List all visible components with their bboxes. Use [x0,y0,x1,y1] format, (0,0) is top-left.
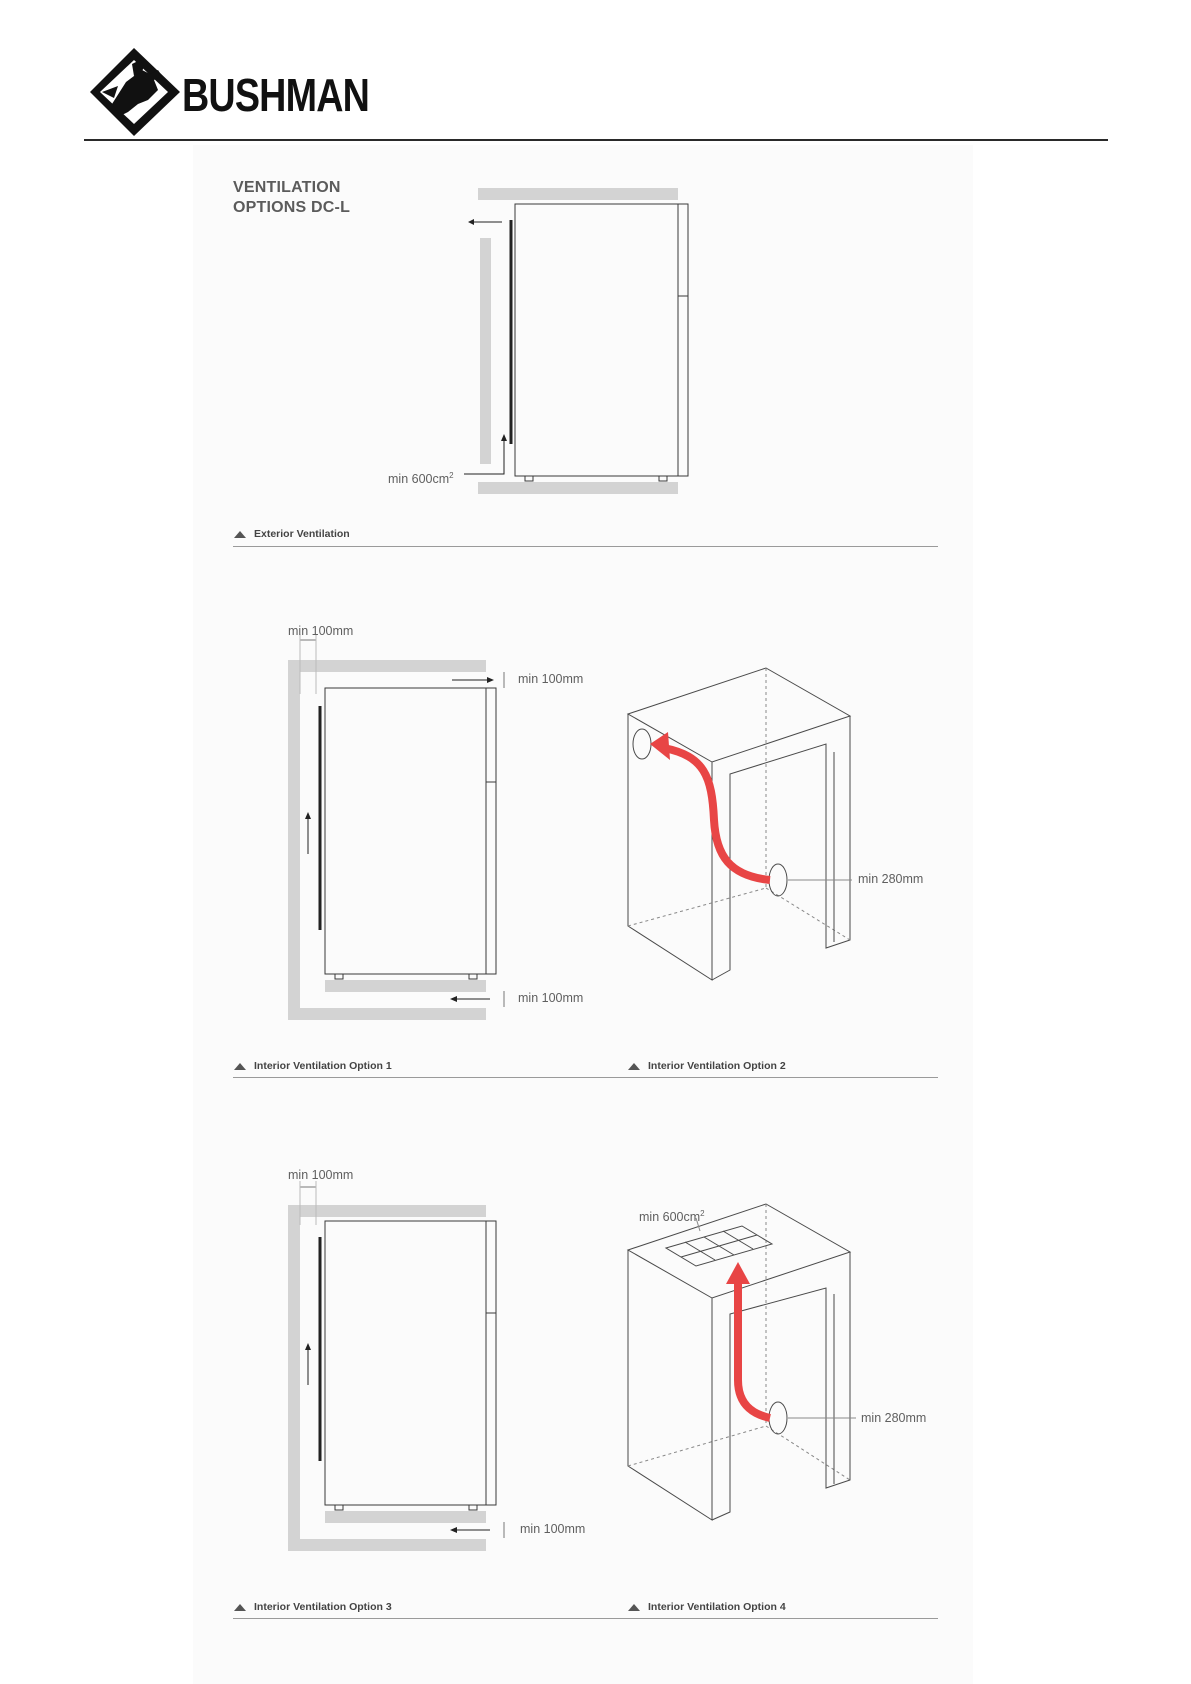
page-title-line1: VENTILATION [233,179,341,196]
horse-rider-logo-icon [88,46,184,138]
triangle-up-icon [234,1604,246,1611]
divider-3 [233,1618,938,1619]
header-divider [84,139,1108,141]
option4-vent-label: $\min 600cm^2$ [639,1209,705,1225]
option1-side-label: min 100mm [288,624,354,638]
exterior-ventilation-diagram [460,186,700,506]
option3-side-label: min 100mm [288,1168,354,1182]
page-title [233,178,350,218]
triangle-up-icon [628,1604,640,1611]
divider-1 [233,546,938,547]
page-title-line2: OPTIONS DC-L [233,199,351,216]
exterior-area-label: $\min 600cm^2$ [388,471,454,487]
option2-enclosure-diagram [620,670,860,990]
option1-bottom-label: min 100mm [518,991,584,1005]
brand-name: BUSHMAN [182,69,370,121]
option1-cabinet-diagram [280,630,520,1030]
divider-2 [233,1077,938,1078]
caption-option3: Interior Ventilation Option 3 [234,1601,392,1613]
option3-bottom-label: min 100mm [520,1522,586,1536]
option1-top-label: min 100mm [518,672,584,686]
triangle-up-icon [234,1063,246,1070]
triangle-up-icon [628,1063,640,1070]
option2-hole-label: min 280mm [858,872,924,886]
caption-exterior: Exterior Ventilation [234,528,350,540]
triangle-up-icon [234,531,246,538]
option4-hole-label: min 280mm [861,1411,927,1425]
caption-option2: Interior Ventilation Option 2 [628,1060,786,1072]
option3-cabinet-diagram [280,1175,520,1555]
caption-option1: Interior Ventilation Option 1 [234,1060,392,1072]
caption-option4: Interior Ventilation Option 4 [628,1601,786,1613]
option4-enclosure-diagram [620,1200,860,1530]
